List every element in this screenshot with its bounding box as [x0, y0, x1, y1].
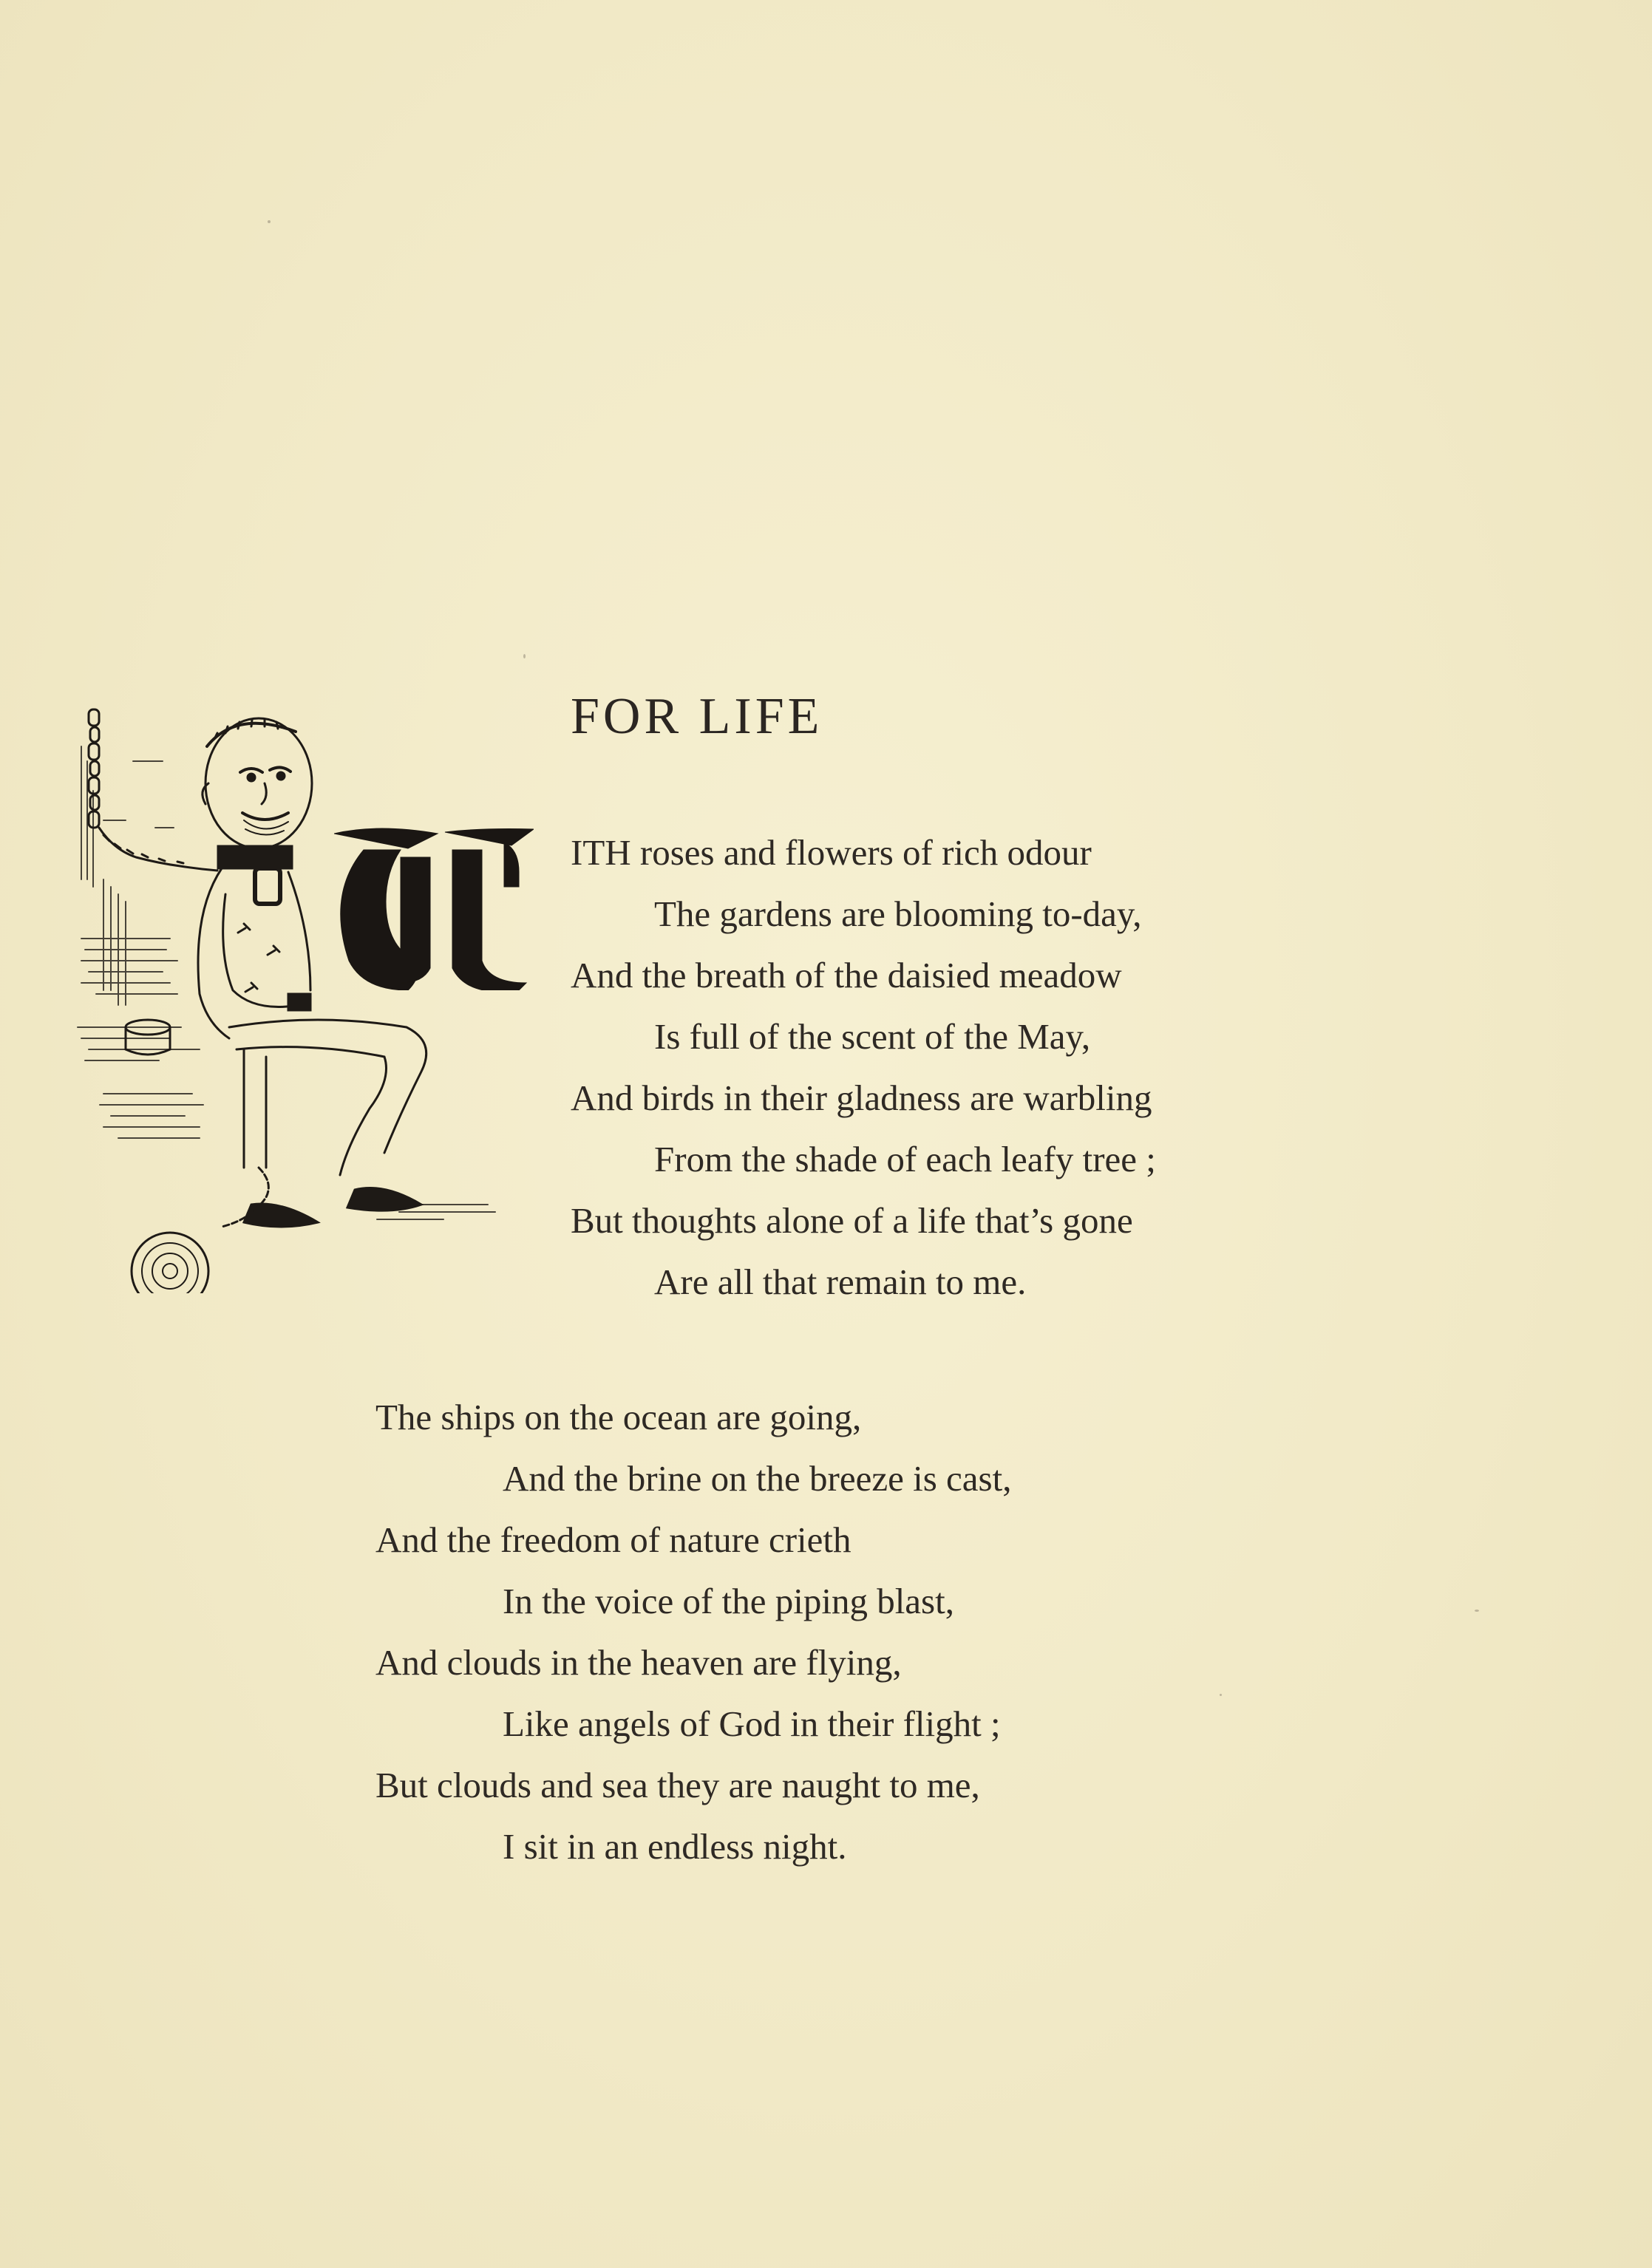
- paper-speck: [1475, 1610, 1479, 1612]
- poem-line: And birds in their gladness are warbling: [571, 1077, 1152, 1118]
- poem-line: I sit in an endless night.: [503, 1826, 847, 1867]
- poem-line: ITH roses and flowers of rich odour: [571, 832, 1092, 873]
- paper-speck: [523, 654, 526, 658]
- poem-line: And clouds in the heaven are flying,: [375, 1642, 902, 1683]
- poem-line: And the freedom of nature crieth: [375, 1519, 852, 1560]
- poem-line: From the shade of each leafy tree ;: [654, 1139, 1156, 1179]
- poem-line: The gardens are blooming to-day,: [654, 893, 1142, 934]
- poem-line: But clouds and sea they are naught to me,: [375, 1765, 980, 1805]
- chained-prisoner-illustration: [74, 702, 547, 1293]
- poem-line: Are all that remain to me.: [654, 1261, 1027, 1302]
- paper-speck: [1220, 1694, 1222, 1696]
- poem-line: And the brine on the breeze is cast,: [503, 1458, 1012, 1499]
- poem-line: The ships on the ocean are going,: [375, 1397, 862, 1437]
- prisoner-head-icon: [203, 718, 312, 848]
- poem-title: FOR LIFE: [571, 688, 823, 745]
- paper-speck: [268, 220, 271, 223]
- poem-line: But thoughts alone of a life that’s gone: [571, 1200, 1133, 1241]
- poem-line: Is full of the scent of the May,: [654, 1016, 1091, 1057]
- poem-line: Like angels of God in their flight ;: [503, 1703, 1001, 1744]
- dropcap-w-icon: [334, 828, 534, 990]
- poem-line: In the voice of the piping blast,: [503, 1581, 954, 1621]
- wall-chain-icon: [89, 709, 217, 871]
- ball-and-chain-icon: [132, 1233, 208, 1293]
- poem-line: And the breath of the daisied meadow: [571, 955, 1122, 995]
